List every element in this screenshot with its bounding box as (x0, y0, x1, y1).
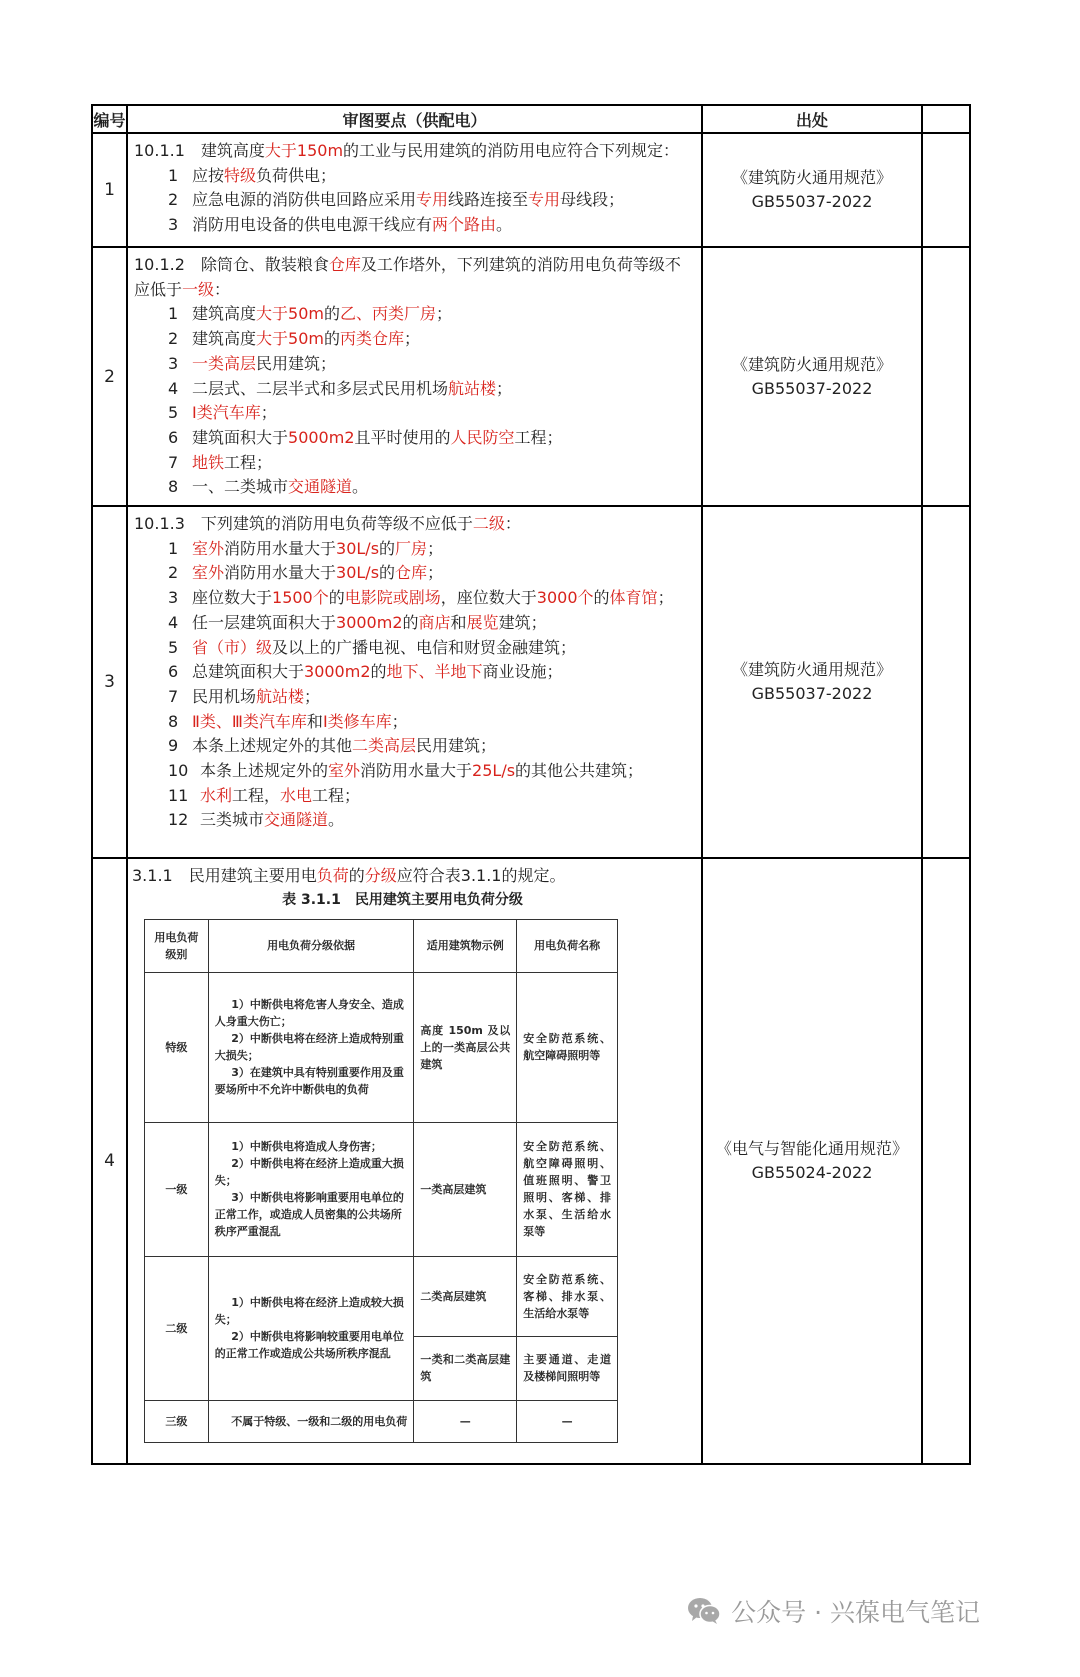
embedded-row (145, 1400, 618, 1442)
header-extra (922, 105, 970, 133)
table-row (92, 247, 970, 506)
source-code: GB55037-2022 (751, 192, 873, 211)
extra-cell (922, 858, 970, 1464)
source-code: GB55024-2022 (751, 1163, 873, 1183)
list-item: 11 水利工程，水电工程； (168, 785, 361, 805)
list-item: 9 本条上述规定外的其他二类高层民用建筑； (168, 736, 497, 756)
extra-cell (922, 247, 970, 506)
source-cell (702, 506, 922, 858)
load-classification-table (144, 919, 618, 1443)
source-title: 《建筑防火通用规范》 (731, 354, 892, 374)
embedded-row (145, 1122, 618, 1256)
source-code: GB55037-2022 (751, 378, 873, 398)
building-example: 一类和二类高层建筑 (414, 1336, 517, 1400)
embedded-header: 用电负荷名称 (517, 919, 618, 972)
watermark-footer (687, 1593, 980, 1629)
list-item: 10 本条上述规定外的室外消防用水量大于25L/s的其他公共建筑； (168, 761, 644, 781)
header-points: 审图要点（供配电） (127, 105, 702, 133)
source-cell (702, 247, 922, 506)
load-name: 安全防范系统、航空障碍照明等 (517, 972, 618, 1122)
load-basis: 不属于特级、一级和二级的用电负荷 (208, 1400, 414, 1442)
review-points-cell (127, 858, 702, 1464)
table-row (92, 133, 970, 247)
clause-heading: 10.1.2 除筒仓、散装粮食仓库及工作塔外，下列建筑的消防用电负荷等级不应低于一级： (134, 255, 681, 299)
load-level: 三级 (145, 1400, 209, 1442)
row-number: 3 (92, 506, 127, 858)
review-points-cell (127, 133, 702, 247)
review-points-cell (127, 247, 702, 506)
load-level: 一级 (145, 1122, 209, 1256)
source-title: 《建筑防火通用规范》 (731, 168, 892, 187)
clause-heading: 10.1.1 建筑高度大于150m的工业与民用建筑的消防用电应符合下列规定： (134, 141, 680, 160)
list-item: 6 总建筑面积大于3000m2的地下、半地下商业设施； (168, 662, 563, 682)
load-name: 安全防范系统、客梯、排水泵、生活给水泵等 (517, 1256, 618, 1336)
list-item: 7 地铁工程； (168, 452, 273, 472)
row-number: 4 (92, 858, 127, 1464)
list-item: 4 二层式、二层半式和多层式民用机场航站楼； (168, 378, 513, 398)
building-example: — (414, 1400, 517, 1442)
list-item: 4 任一层建筑面积大于3000m2的商店和展览建筑； (168, 612, 547, 632)
clause-heading: 3.1.1 民用建筑主要用电负荷的分级应符合表3.1.1的规定。 (132, 866, 566, 886)
header-source: 出处 (702, 105, 922, 133)
clause-heading: 10.1.3 下列建筑的消防用电负荷等级不应低于二级： (134, 514, 521, 534)
list-item: 12 三类城市交通隧道。 (168, 810, 345, 830)
embedded-header-row (145, 919, 618, 972)
review-table (91, 104, 971, 1465)
table-row (92, 858, 970, 1464)
load-name: — (517, 1400, 618, 1442)
row-number: 1 (92, 133, 127, 247)
load-name: 主要通道、走道及楼梯间照明等 (517, 1336, 618, 1400)
load-name: 安全防范系统、航空障碍照明、值班照明、警卫照明、客梯、排水泵、生活给水泵等 (517, 1122, 618, 1256)
list-item: 8 Ⅱ类、Ⅲ类汽车库和Ⅰ类修车库； (168, 711, 408, 731)
embedded-row (145, 972, 618, 1122)
list-item: 3 座位数大于1500个的电影院或剧场，座位数大于3000个的体育馆； (168, 588, 674, 608)
load-level: 特级 (145, 972, 209, 1122)
list-item: 2 应急电源的消防供电回路应采用专用线路连接至专用母线段； (168, 190, 625, 210)
load-basis: 1）中断供电将在经济上造成较大损失； 2）中断供电将影响较重要用电单位的正常工作或造成公共场所秩序混乱 (208, 1256, 414, 1400)
list-item: 1 应按特级负荷供电； (168, 165, 337, 185)
extra-cell (922, 506, 970, 858)
source-title: 《电气与智能化通用规范》 (715, 1139, 908, 1159)
source-title: 《建筑防火通用规范》 (731, 660, 892, 680)
table-row (92, 506, 970, 858)
embedded-row (145, 1256, 618, 1336)
list-item: 3 一类高层民用建筑； (168, 353, 337, 373)
list-item: 8 一、二类城市交通隧道。 (168, 477, 369, 497)
wechat-icon (687, 1596, 721, 1626)
embedded-header: 用电负荷级别 (145, 919, 209, 972)
building-example: 高度 150m 及以上的一类高层公共建筑 (414, 972, 517, 1122)
embedded-table-title: 表 3.1.1 民用建筑主要用电负荷分级 (282, 891, 523, 908)
load-basis: 1）中断供电将造成人身伤害； 2）中断供电将在经济上造成重大损失； 3）中断供电将影响重要用电单位的正常工作，或造成人员密集的公共场所秩序严重混乱 (208, 1122, 414, 1256)
list-item: 1 建筑高度大于50m的乙、丙类厂房； (168, 304, 453, 324)
list-item: 3 消防用电设备的供电电源干线应有两个路由。 (168, 215, 513, 235)
load-basis: 1）中断供电将危害人身安全、造成人身重大伤亡； 2）中断供电将在经济上造成特别重大损失； 3）在建筑中具有特别重要作用及重要场所中不允许中断供电的负荷 (208, 972, 414, 1122)
source-cell (702, 858, 922, 1464)
table-header-row (92, 105, 970, 133)
review-points-cell (127, 506, 702, 858)
list-item: 2 室外消防用水量大于30L/s的仓库； (168, 563, 444, 583)
list-item: 5 省（市）级及以上的广播电视、电信和财贸金融建筑； (168, 637, 577, 657)
building-example: 二类高层建筑 (414, 1256, 517, 1336)
source-cell (702, 133, 922, 247)
source-code: GB55037-2022 (751, 684, 873, 704)
list-item: 5 Ⅰ类汽车库； (168, 403, 277, 423)
building-example: 一类高层建筑 (414, 1122, 517, 1256)
row-number: 2 (92, 247, 127, 506)
header-num: 编号 (92, 105, 127, 133)
embedded-header: 适用建筑物示例 (414, 919, 517, 972)
embedded-header: 用电负荷分级依据 (208, 919, 414, 972)
list-item: 6 建筑面积大于5000m2且平时使用的人民防空工程； (168, 427, 563, 447)
load-level: 二级 (145, 1256, 209, 1400)
list-item: 2 建筑高度大于50m的丙类仓库； (168, 329, 421, 349)
list-item: 7 民用机场航站楼； (168, 686, 321, 706)
extra-cell (922, 133, 970, 247)
watermark-text: 公众号 · 兴葆电气笔记 (731, 1598, 980, 1627)
list-item: 1 室外消防用水量大于30L/s的厂房； (168, 538, 444, 558)
